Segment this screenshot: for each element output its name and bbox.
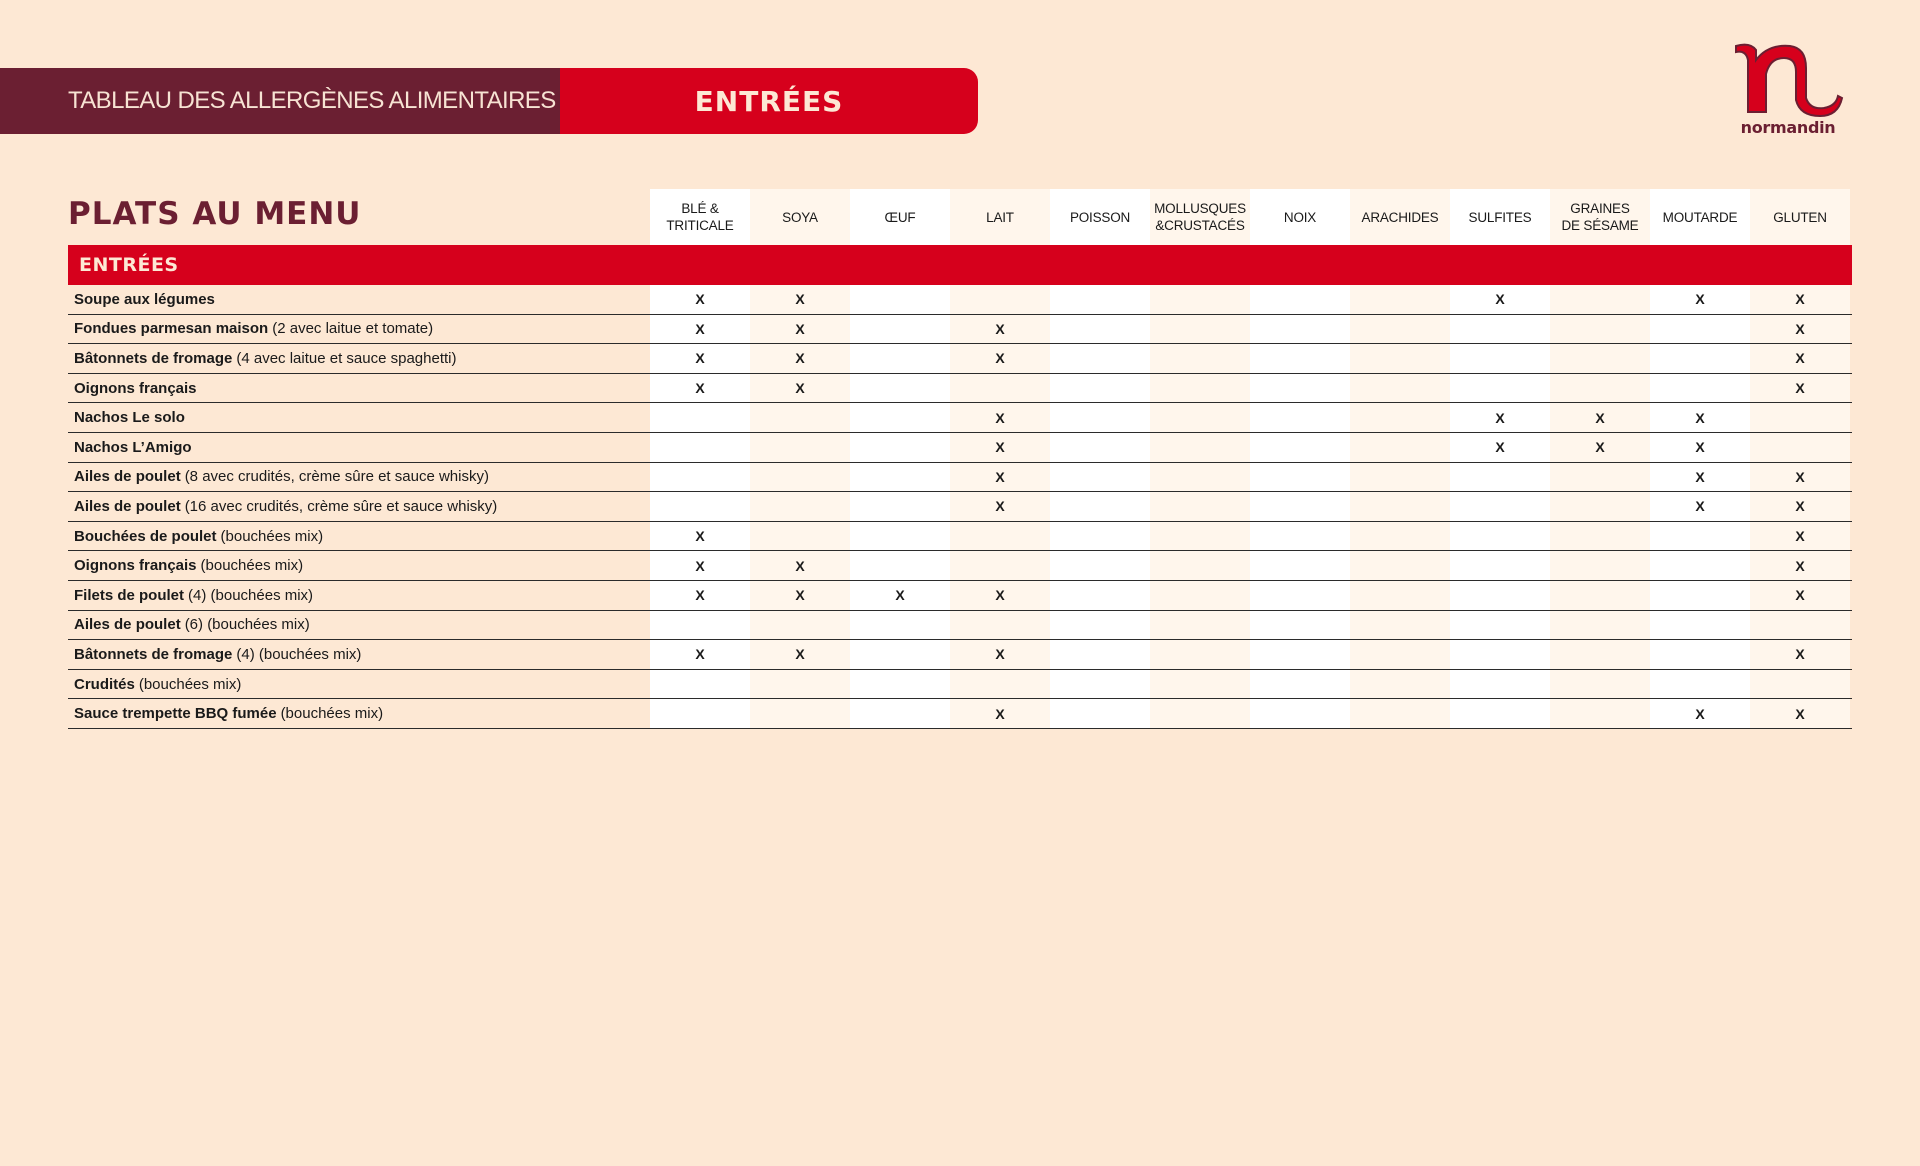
allergen-cell: X xyxy=(1650,492,1750,521)
column-header: ARACHIDES xyxy=(1350,189,1450,245)
allergen-cell xyxy=(1450,699,1550,728)
allergen-cell xyxy=(850,374,950,403)
allergen-cell xyxy=(1250,463,1350,492)
dish-detail: (4) (bouchées mix) xyxy=(236,645,362,663)
allergen-cell xyxy=(1350,403,1450,432)
allergen-cell xyxy=(750,670,850,699)
column-header: ŒUF xyxy=(850,189,950,245)
allergen-cell: X xyxy=(650,522,750,551)
allergen-cell xyxy=(1050,699,1150,728)
allergen-cell xyxy=(1050,315,1150,344)
allergen-table xyxy=(68,285,1852,729)
dish-title: Bâtonnets de fromage xyxy=(74,349,233,367)
allergen-cell xyxy=(1050,640,1150,669)
allergen-cell xyxy=(1150,344,1250,373)
allergen-cell xyxy=(1250,492,1350,521)
allergen-cell xyxy=(1150,374,1250,403)
allergen-cell xyxy=(850,551,950,580)
allergen-cell xyxy=(1350,611,1450,640)
dish-title: Soupe aux légumes xyxy=(74,290,215,308)
dish-detail: (bouchées mix) xyxy=(200,557,304,575)
allergen-cell xyxy=(1150,551,1250,580)
allergen-cell xyxy=(950,670,1050,699)
allergen-cell: X xyxy=(1650,463,1750,492)
dish-title: Crudités xyxy=(74,675,135,693)
allergen-cell xyxy=(1450,522,1550,551)
allergen-cell xyxy=(850,699,950,728)
allergen-cell xyxy=(1450,374,1550,403)
allergen-cell xyxy=(850,285,950,314)
allergen-cell xyxy=(950,522,1050,551)
allergen-cell xyxy=(1550,315,1650,344)
dish-name xyxy=(68,344,650,373)
allergen-cell xyxy=(650,403,750,432)
allergen-cell xyxy=(1250,581,1350,610)
allergen-cell xyxy=(1450,581,1550,610)
dish-detail: (bouchées mix) xyxy=(138,675,242,693)
allergen-cell xyxy=(1050,433,1150,462)
table-row xyxy=(68,492,1852,522)
allergen-cell: X xyxy=(750,285,850,314)
allergen-cell xyxy=(1150,463,1250,492)
allergen-cell: X xyxy=(650,285,750,314)
allergen-cell xyxy=(1250,315,1350,344)
allergen-cell: X xyxy=(1750,463,1850,492)
dish-name xyxy=(68,374,650,403)
allergen-cell xyxy=(1750,433,1850,462)
dish-title: Filets de poulet xyxy=(74,586,185,604)
allergen-cell xyxy=(1050,611,1150,640)
allergen-cell: X xyxy=(950,344,1050,373)
dish-title: Nachos L’Amigo xyxy=(74,438,192,456)
allergen-cell xyxy=(1650,374,1750,403)
table-row xyxy=(68,315,1852,345)
allergen-cell: X xyxy=(950,433,1050,462)
allergen-cell xyxy=(950,285,1050,314)
allergen-cell: X xyxy=(750,344,850,373)
allergen-cell xyxy=(1350,285,1450,314)
allergen-cell xyxy=(1750,611,1850,640)
allergen-cell xyxy=(650,670,750,699)
allergen-cell xyxy=(850,670,950,699)
allergen-cell xyxy=(1250,611,1350,640)
dish-detail: (2 avec laitue et tomate) xyxy=(272,320,434,338)
allergen-cell xyxy=(1450,463,1550,492)
allergen-cell xyxy=(1550,611,1650,640)
allergen-cell xyxy=(1350,492,1450,521)
table-row xyxy=(68,611,1852,641)
dish-title: Oignons français xyxy=(74,379,197,397)
allergen-cell xyxy=(1350,551,1450,580)
dish-name xyxy=(68,670,650,699)
allergen-cell xyxy=(1050,463,1150,492)
allergen-cell xyxy=(1250,403,1350,432)
allergen-cell xyxy=(1150,611,1250,640)
allergen-cell xyxy=(1050,374,1150,403)
dish-detail: (16 avec crudités, crème sûre et sauce whisky) xyxy=(184,497,498,515)
allergen-cell xyxy=(1150,699,1250,728)
allergen-cell: X xyxy=(1750,522,1850,551)
dish-name xyxy=(68,403,650,432)
allergen-cell xyxy=(1250,670,1350,699)
allergen-cell xyxy=(1050,551,1150,580)
allergen-cell xyxy=(1350,699,1450,728)
allergen-cell xyxy=(750,611,850,640)
allergen-cell xyxy=(850,433,950,462)
allergen-cell xyxy=(1350,315,1450,344)
allergen-column-headers xyxy=(650,189,1850,245)
allergen-cell: X xyxy=(1750,492,1850,521)
allergen-cell xyxy=(1650,640,1750,669)
dish-name xyxy=(68,463,650,492)
allergen-cell: X xyxy=(650,551,750,580)
allergen-cell: X xyxy=(650,640,750,669)
table-row xyxy=(68,403,1852,433)
allergen-cell xyxy=(1550,581,1650,610)
allergen-cell xyxy=(1650,670,1750,699)
dish-name xyxy=(68,551,650,580)
allergen-cell xyxy=(1750,670,1850,699)
allergen-cell xyxy=(750,463,850,492)
column-header: GRAINES DE SÉSAME xyxy=(1550,189,1650,245)
allergen-cell: X xyxy=(1750,699,1850,728)
allergen-cell xyxy=(1450,670,1550,699)
dish-title: Oignons français xyxy=(74,557,197,575)
allergen-cell xyxy=(1050,522,1150,551)
allergen-cell xyxy=(1250,551,1350,580)
dish-name xyxy=(68,640,650,669)
allergen-cell: X xyxy=(650,581,750,610)
allergen-cell xyxy=(1550,492,1650,521)
allergen-cell: X xyxy=(950,640,1050,669)
allergen-cell xyxy=(1350,581,1450,610)
allergen-cell xyxy=(1050,403,1150,432)
allergen-cell: X xyxy=(1750,374,1850,403)
allergen-cell xyxy=(1050,285,1150,314)
dish-title: Bouchées de poulet xyxy=(74,527,217,545)
menu-title: PLATS AU MENU xyxy=(68,196,362,232)
allergen-cell: X xyxy=(1450,433,1550,462)
allergen-cell xyxy=(750,522,850,551)
allergen-cell: X xyxy=(1750,315,1850,344)
allergen-cell xyxy=(1350,433,1450,462)
dish-title: Sauce trempette BBQ fumée xyxy=(74,705,277,723)
allergen-cell: X xyxy=(750,551,850,580)
allergen-cell xyxy=(1150,670,1250,699)
allergen-cell xyxy=(1450,315,1550,344)
allergen-cell xyxy=(1550,374,1650,403)
allergen-cell xyxy=(850,344,950,373)
allergen-cell: X xyxy=(1650,433,1750,462)
allergen-cell xyxy=(1150,285,1250,314)
column-header: SULFITES xyxy=(1450,189,1550,245)
allergen-cell xyxy=(650,463,750,492)
table-row xyxy=(68,374,1852,404)
column-header: LAIT xyxy=(950,189,1050,245)
allergen-cell xyxy=(950,611,1050,640)
dish-detail: (4) (bouchées mix) xyxy=(188,586,314,604)
allergen-cell: X xyxy=(1650,403,1750,432)
allergen-cell: X xyxy=(750,581,850,610)
allergen-cell xyxy=(1550,285,1650,314)
allergen-cell xyxy=(1550,640,1650,669)
allergen-cell xyxy=(1650,611,1750,640)
table-row xyxy=(68,640,1852,670)
table-row xyxy=(68,581,1852,611)
allergen-cell: X xyxy=(1650,699,1750,728)
dish-title: Ailes de poulet xyxy=(74,616,181,634)
allergen-cell: X xyxy=(950,315,1050,344)
allergen-cell: X xyxy=(650,315,750,344)
dish-title: Ailes de poulet xyxy=(74,468,181,486)
normandin-logo xyxy=(1732,40,1844,140)
table-row xyxy=(68,463,1852,493)
banner-category: ENTRÉES xyxy=(560,68,978,134)
allergen-cell: X xyxy=(1750,344,1850,373)
allergen-cell xyxy=(950,374,1050,403)
allergen-cell xyxy=(1050,344,1150,373)
allergen-cell xyxy=(1350,522,1450,551)
table-row xyxy=(68,285,1852,315)
column-header: NOIX xyxy=(1250,189,1350,245)
allergen-cell xyxy=(1150,581,1250,610)
dish-detail: (bouchées mix) xyxy=(220,527,324,545)
dish-name xyxy=(68,315,650,344)
allergen-cell xyxy=(850,463,950,492)
allergen-cell: X xyxy=(950,492,1050,521)
section-header: ENTRÉES xyxy=(68,245,1852,285)
allergen-cell xyxy=(1350,344,1450,373)
dish-detail: (bouchées mix) xyxy=(280,705,384,723)
allergen-cell: X xyxy=(650,344,750,373)
dish-name xyxy=(68,492,650,521)
allergen-cell xyxy=(1650,522,1750,551)
dish-title: Nachos Le solo xyxy=(74,409,185,427)
allergen-cell xyxy=(1450,640,1550,669)
allergen-cell xyxy=(1150,522,1250,551)
allergen-cell: X xyxy=(1550,403,1650,432)
dish-name xyxy=(68,285,650,314)
allergen-cell xyxy=(850,492,950,521)
allergen-cell xyxy=(1250,640,1350,669)
allergen-cell xyxy=(1150,640,1250,669)
allergen-cell xyxy=(1050,581,1150,610)
allergen-cell xyxy=(1650,315,1750,344)
allergen-cell xyxy=(1350,670,1450,699)
column-header: SOYA xyxy=(750,189,850,245)
allergen-cell: X xyxy=(1750,285,1850,314)
allergen-cell xyxy=(1250,285,1350,314)
title-banner xyxy=(0,68,978,134)
allergen-cell xyxy=(1250,699,1350,728)
allergen-cell xyxy=(850,315,950,344)
allergen-cell xyxy=(1550,699,1650,728)
allergen-cell xyxy=(850,640,950,669)
dish-name xyxy=(68,611,650,640)
allergen-cell xyxy=(650,699,750,728)
column-header: MOUTARDE xyxy=(1650,189,1750,245)
allergen-cell xyxy=(1750,403,1850,432)
allergen-cell: X xyxy=(1450,285,1550,314)
allergen-cell: X xyxy=(950,463,1050,492)
allergen-cell xyxy=(1250,522,1350,551)
allergen-cell xyxy=(1550,522,1650,551)
table-row xyxy=(68,433,1852,463)
allergen-cell xyxy=(850,611,950,640)
allergen-cell xyxy=(1250,374,1350,403)
dish-name xyxy=(68,699,650,728)
allergen-cell: X xyxy=(850,581,950,610)
dish-name xyxy=(68,581,650,610)
table-row xyxy=(68,670,1852,700)
allergen-cell: X xyxy=(1750,551,1850,580)
column-header: BLÉ & TRITICALE xyxy=(650,189,750,245)
allergen-cell xyxy=(1350,374,1450,403)
allergen-cell xyxy=(1150,315,1250,344)
allergen-cell xyxy=(1350,463,1450,492)
allergen-cell: X xyxy=(1750,640,1850,669)
column-header: GLUTEN xyxy=(1750,189,1850,245)
allergen-cell xyxy=(1050,492,1150,521)
allergen-cell xyxy=(1150,492,1250,521)
allergen-cell: X xyxy=(1450,403,1550,432)
allergen-cell xyxy=(1550,463,1650,492)
allergen-cell xyxy=(1250,344,1350,373)
logo-wordmark: normandin xyxy=(1740,118,1836,137)
allergen-cell xyxy=(850,403,950,432)
allergen-cell xyxy=(1650,551,1750,580)
column-header: POISSON xyxy=(1050,189,1150,245)
normandin-n-icon xyxy=(1732,40,1844,120)
allergen-cell: X xyxy=(750,640,850,669)
allergen-cell: X xyxy=(950,403,1050,432)
allergen-cell xyxy=(650,433,750,462)
table-row xyxy=(68,522,1852,552)
allergen-cell xyxy=(750,403,850,432)
allergen-cell xyxy=(650,492,750,521)
allergen-cell xyxy=(1650,344,1750,373)
allergen-cell xyxy=(1150,433,1250,462)
allergen-cell xyxy=(750,433,850,462)
allergen-cell xyxy=(1450,492,1550,521)
banner-title: TABLEAU DES ALLERGÈNES ALIMENTAIRES xyxy=(0,68,560,134)
table-row xyxy=(68,699,1852,729)
dish-name xyxy=(68,433,650,462)
allergen-cell xyxy=(1550,551,1650,580)
allergen-cell: X xyxy=(650,374,750,403)
allergen-cell xyxy=(1450,611,1550,640)
allergen-cell xyxy=(1450,344,1550,373)
allergen-cell: X xyxy=(1650,285,1750,314)
allergen-cell xyxy=(1350,640,1450,669)
allergen-cell xyxy=(950,551,1050,580)
allergen-cell: X xyxy=(750,315,850,344)
table-row xyxy=(68,344,1852,374)
allergen-cell xyxy=(650,611,750,640)
allergen-cell xyxy=(1150,403,1250,432)
dish-detail: (6) (bouchées mix) xyxy=(184,616,310,634)
allergen-cell xyxy=(1650,581,1750,610)
dish-detail: (8 avec crudités, crème sûre et sauce whisky) xyxy=(184,468,489,486)
dish-title: Ailes de poulet xyxy=(74,497,181,515)
allergen-cell xyxy=(1450,551,1550,580)
allergen-cell xyxy=(1550,670,1650,699)
dish-detail: (4 avec laitue et sauce spaghetti) xyxy=(236,349,457,367)
allergen-cell xyxy=(850,522,950,551)
dish-title: Fondues parmesan maison xyxy=(74,320,269,338)
allergen-cell xyxy=(1050,670,1150,699)
allergen-cell xyxy=(1250,433,1350,462)
allergen-cell xyxy=(750,699,850,728)
allergen-cell: X xyxy=(950,699,1050,728)
allergen-cell xyxy=(750,492,850,521)
dish-name xyxy=(68,522,650,551)
allergen-cell xyxy=(1550,344,1650,373)
allergen-cell: X xyxy=(1750,581,1850,610)
column-header: MOLLUSQUES &CRUSTACÉS xyxy=(1150,189,1250,245)
dish-title: Bâtonnets de fromage xyxy=(74,645,233,663)
table-row xyxy=(68,551,1852,581)
allergen-cell: X xyxy=(950,581,1050,610)
allergen-cell: X xyxy=(750,374,850,403)
allergen-cell: X xyxy=(1550,433,1650,462)
